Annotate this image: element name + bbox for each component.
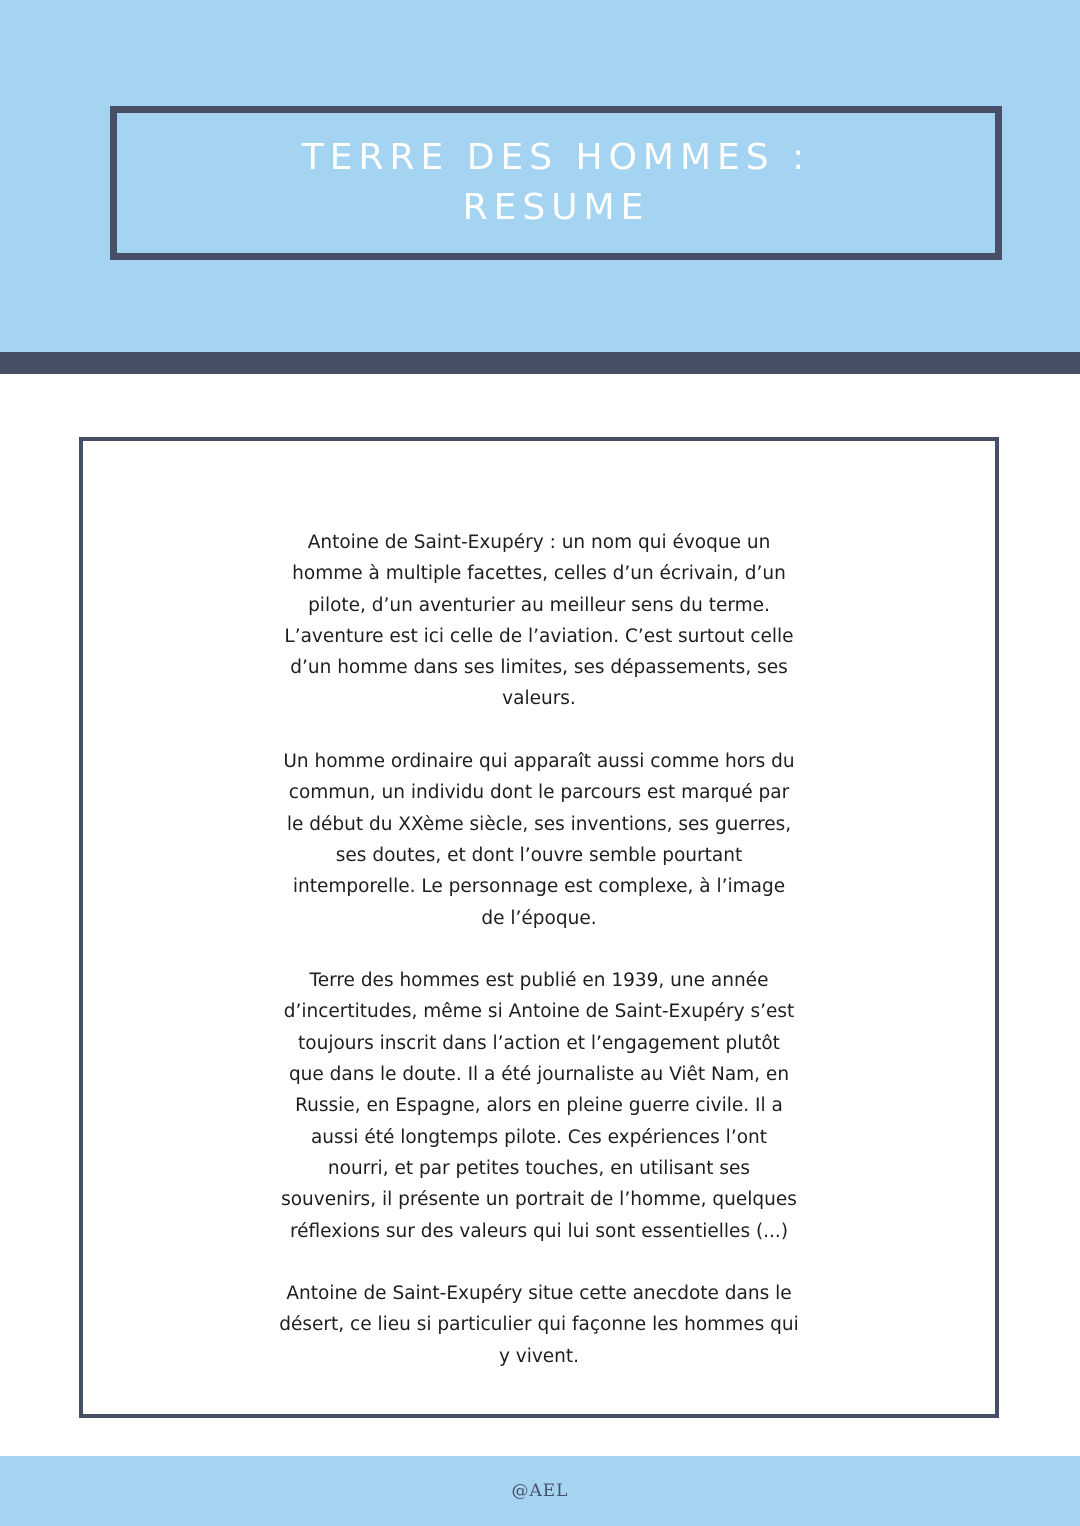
page-title: TERRE DES HOMMES : RESUME — [301, 137, 811, 228]
summary-paragraph-2: Un homme ordinaire qui apparaît aussi comme hors du commun, un individu dont le parcours est marqué par le début du XXème siècle, ses inventions, ses guerres, ses doutes, et dont l’ouvre semble pourtant intemporelle. Le personnage est complexe, à l’image de l’époque. — [283, 751, 795, 929]
header-divider-stripe — [0, 352, 1080, 374]
summary-frame — [79, 437, 999, 1418]
title-frame — [110, 106, 1002, 260]
summary-paragraph-1: Antoine de Saint-Exupéry : un nom qui évoque un homme à multiple facettes, celles d’un écrivain, d’un pilote, d’un aventurier au meilleur sens du terme. L’aventure est ici celle de l’aviation. C’est surtout celle d’un homme dans ses limites, ses dépassements, ses valeurs. — [284, 532, 794, 710]
summary-paragraph-4: Antoine de Saint-Exupéry situe cette anecdote dans le désert, ce lieu si particulier qui façonne les hommes qui y vivent. — [279, 1283, 799, 1367]
summary-text — [279, 527, 799, 1372]
footer-credit: @AEL — [511, 1481, 569, 1501]
footer-band — [0, 1456, 1080, 1526]
summary-paragraph-3: Terre des hommes est publié en 1939, une année d’incertitudes, même si Antoine de Saint-Exupéry s’est toujours inscrit dans l’action et l’engagement plutôt que dans le doute. Il a été journaliste au Viêt Nam, en Russie, en Espagne, alors en pleine guerre civile. Il a aussi été longtemps pilote. Ces expériences l’ont nourri, et par petites touches, en utilisant ses souvenirs, il présente un portrait de l’homme, quelques réflexions sur des valeurs qui lui sont essentielles (...) — [281, 970, 797, 1242]
